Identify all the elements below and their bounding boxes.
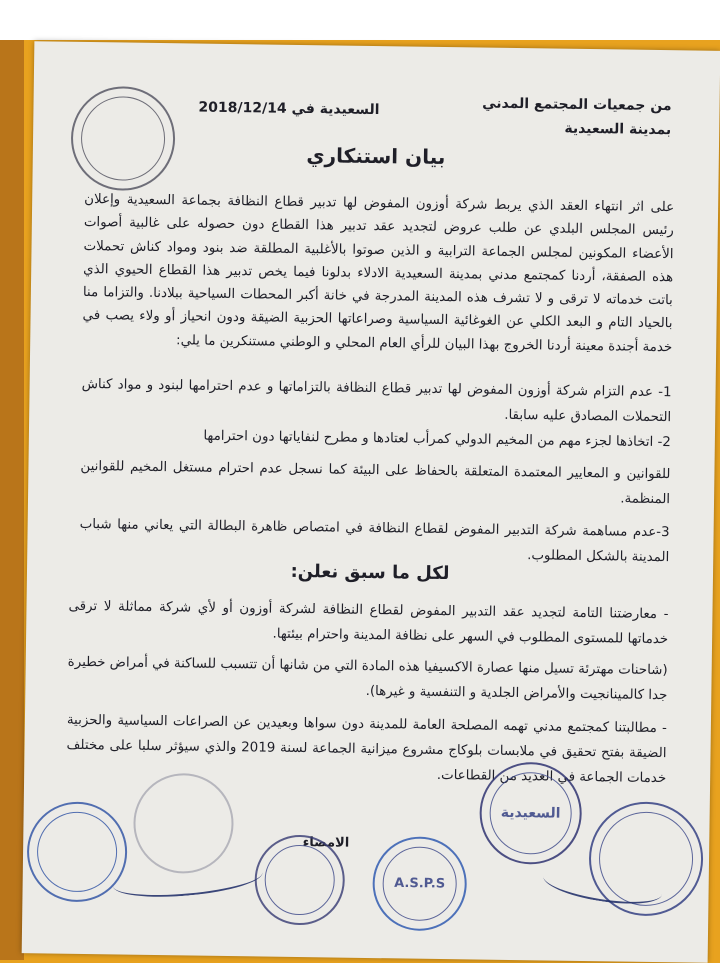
demand-1: - معارضتنا التامة لتجديد عقد التدبير المفوض لقطاع النظافة لشركة أوزون أو لأي شركة مماثلة لا ترقى خدماتها للمستوى المطلوب في السهر على نظافة المدينة واحترام بيئتها.	[68, 598, 669, 648]
document-paper	[22, 41, 720, 962]
declaration-subheading: لكل ما سبق نعلن:	[290, 560, 450, 585]
left-background-edge	[0, 40, 24, 960]
grievance-item-2-continued: للقوانين و المعايير المعتمدة المتعلقة بالحفاظ على البيئة كما نسجل عدم احترام مستغل المخيم للقوانين المنظمة.	[80, 458, 671, 508]
association-stamp-5	[479, 762, 582, 865]
document-content	[22, 41, 720, 962]
grievance-item-2: 2- اتخاذها لجزء مهم من المخيم الدولي كمرأب لعتادها و مطرح لنفاياتها دون احترامها	[203, 428, 671, 451]
stamp-5-text: السعيدية	[500, 804, 561, 822]
association-stamp-3	[254, 834, 345, 925]
grievance-item-1: 1- عدم التزام شركة أوزون المفوض لها تدبير قطاع النظافة بالتزاماتها و عدم احترامها لبنود و مواد كناش التحملات المصادق عليه سابقا.	[81, 376, 672, 426]
association-stamp-4	[372, 836, 467, 931]
association-stamp-top	[70, 86, 175, 191]
demand-2: - مطالبتنا كمجتمع مدني تهمه المصلحة العامة للمدينة دون سواها وبعيدين عن الصراعات السياسية والحزبية الضيقة بفتح تحقيق في ملابسات بلوكاج مشروع ميزانية الجماعة لسنة 2019 والذي سيؤثر سلبا على مختلف خدمات الجماعة في العديد من القطاعات.	[66, 712, 667, 787]
sender-line-2: بمدينة السعيدية	[564, 120, 672, 139]
signature-1	[112, 857, 264, 902]
grievance-item-3: 3-عدم مساهمة شركة التدبير المفوض لقطاع النظافة في امتصاص ظاهرة البطالة التي يعاني منها شباب المدينة بالشكل المطلوب.	[79, 516, 670, 566]
top-white-band	[0, 0, 720, 40]
sender-line-1: من جمعيات المجتمع المدني	[482, 95, 672, 115]
signatures-label: الامضاء	[302, 835, 350, 851]
stamp-4-text: A.S.P.S	[394, 875, 446, 892]
demand-1-note: (شاحنات مهترئة تسيل منها عصارة الاكسيفيا هذه المادة التي من شانها أن تتسبب للساكنة في أمراض خطيرة جدا كالمينانجيت والأمراض الجلدية و التنفسية و غيرها).	[67, 654, 668, 704]
sender-header	[471, 91, 672, 142]
document-date: السعيدية في 2018/12/14	[198, 99, 380, 119]
document-title: بيان استنكاري	[306, 143, 446, 170]
intro-paragraph: على اثر انتهاء العقد الذي يربط شركة أوزون المفوض لها تدبير قطاع النظافة بجماعة السعيدية وإعلان رئيس المجلس البلدي عن طلب عروض لتجديد عقد تدبير هذا القطاع دون حصوله على غالبية أصوات الأعضاء المكونين لمجلس الجماعة الترابية و الذين صوتوا بالأغلبية المطلقة ضد بنود ومواد كناش تحملات هذه الصفقة، أردنا كمجتمع مدني بمدينة السعيدية الادلاء بدلونا فيما يخص تدبير هذا القطاع الحيوي الذي باتت خدماته لا ترقى و لا تشرف هذه المدينة المدرجة في خانة أكبر المحطات السياحية ببلادنا. والتزاما منا بالحياد التام و البعد الكلي عن الغوغائية السياسية وصراعاتها الحزبية الضيقة ودون انحياز أو ولاء يصب في خدمة أجندة معينة أردنا الخروج بهذا البيان للرأي العام المحلي و الوطني مستنكرين ما يلي:	[82, 191, 675, 355]
association-stamp-2	[133, 773, 234, 874]
